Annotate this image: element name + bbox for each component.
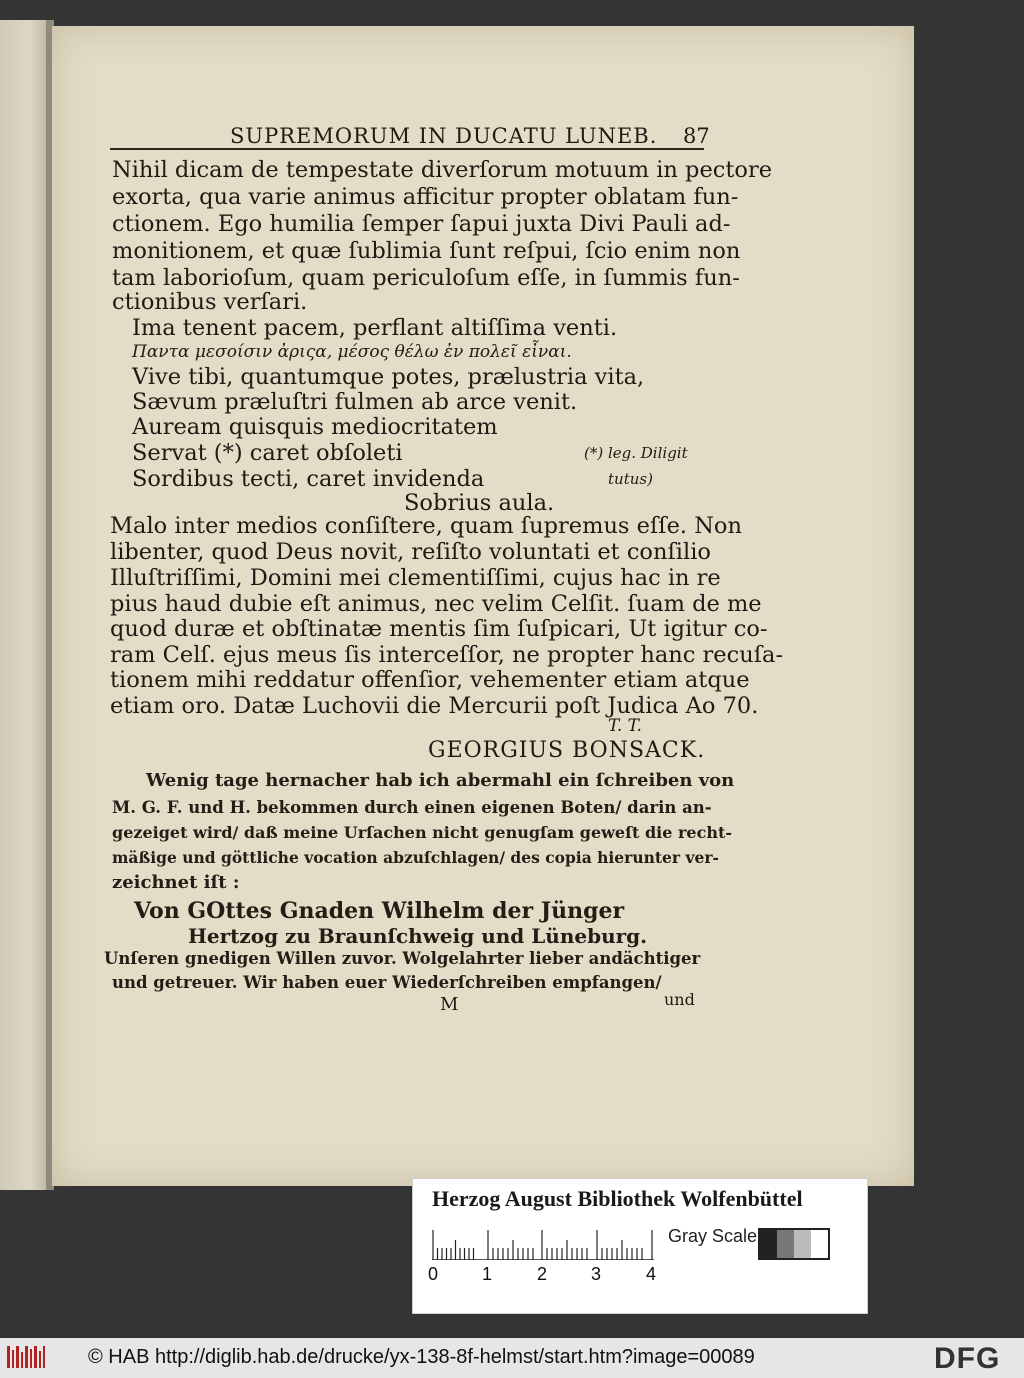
previous-page-edge [0, 20, 50, 1190]
text-line: quod duræ et obſtinatæ mentis ſim ſuſpicari, Ut igitur co- [110, 616, 768, 642]
swatch-light-gray [794, 1230, 811, 1258]
text-line: pius haud dubie eſt animus, nec velim Celſit. ſuam de me [110, 591, 762, 617]
verse-line: Servat (*) caret obſoleti [132, 440, 403, 466]
swatch-dark-gray [777, 1230, 794, 1258]
swatch-black [760, 1230, 777, 1258]
ruler-number: 3 [591, 1264, 602, 1284]
text-line: Illuſtriſſimi, Domini mei clementiſſimi, cujus hac in re [110, 565, 721, 591]
text-line: exorta, qua varie animus afficitur propter oblatam fun- [112, 184, 739, 210]
ruler-number: 4 [646, 1264, 657, 1284]
text-line: tionem mihi reddatur offenſior, vehementer etiam atque [110, 667, 750, 693]
tt-mark: T. T. [608, 716, 642, 736]
signature: GEORGIUS BONSACK. [428, 738, 706, 763]
verse-line: Sordibus tecti, caret invidenda [132, 466, 485, 492]
letter-title-line: Von GOttes Gnaden Wilhelm der Jünger [134, 898, 625, 924]
header-rule [110, 148, 704, 150]
footnote: (*) leg. Diligit [584, 444, 688, 462]
text-line: Unſeren gnedigen Willen zuvor. Wolgelahrter lieber andächtiger [104, 949, 701, 968]
text-line: gezeiget wird/ daß meine Urſachen nicht genugſam geweſt die recht- [112, 823, 732, 842]
swatch-white [811, 1230, 828, 1258]
verse-line: Auream quisquis mediocritatem [132, 414, 498, 440]
text-line: Nihil dicam de tempestate diverſorum motuum in pectore [112, 157, 773, 183]
verse-line: Sævum præluſtri fulmen ab arce venit. [132, 389, 578, 415]
dfg-logo: DFG [934, 1342, 1001, 1375]
text-line: und getreuer. Wir haben euer Wiederſchreiben empfangen/ [112, 973, 662, 992]
ruler-number: 1 [482, 1264, 493, 1284]
ruler-number: 2 [537, 1264, 548, 1284]
text-line: zeichnet iſt : [112, 872, 240, 893]
letter-title-line: Hertzog zu Braunſchweig und Lüneburg. [188, 924, 648, 948]
text-line: mäßige und göttliche vocation abzuſchlagen/ des copia hierunter ver- [112, 848, 719, 867]
running-header: SUPREMORUM IN DUCATU LUNEB. [230, 124, 658, 148]
text-line: Wenig tage hernacher hab ich abermahl ein ſchreiben von [146, 770, 735, 791]
text-line: Malo inter medios conſiſtere, quam ſupremus eſſe. Non [110, 513, 742, 539]
text-line: ctionibus verſari. [112, 289, 308, 315]
text-line: ram Celſ. ejus meus ſis interceſſor, ne propter hanc recuſa- [110, 642, 784, 668]
text-line: M. G. F. und H. bekommen durch einen eigenen Boten/ darin an- [112, 798, 712, 817]
ruler-number: 0 [428, 1264, 439, 1284]
scale-ruler [432, 1226, 654, 1260]
text-line: ctionem. Ego humilia ſemper ſapui juxta Divi Pauli ad- [112, 211, 731, 237]
hab-logo-icon [6, 1344, 46, 1370]
catchword: und [664, 990, 695, 1009]
verse-line: Ima tenent pacem, perflant altiſſima venti. [132, 315, 618, 341]
gray-scale-label: Gray Scale [668, 1226, 758, 1246]
text-line: etiam oro. Datæ Luchovii die Mercurii poſt Judica Ao 70. [110, 693, 759, 719]
greek-line: Παντα μεσοίσιν ἀριςα, μέσος θέλω ἐν πολεῖ εἶναι. [132, 342, 572, 362]
footnote: tutus) [608, 470, 653, 488]
permalink-text[interactable]: © HAB http://diglib.hab.de/drucke/yx-138-8f-helmst/start.htm?image=00089 [88, 1346, 755, 1368]
page-number: 87 [683, 124, 710, 148]
text-line: tam laborioſum, quam periculoſum eſſe, in ſummis fun- [112, 265, 740, 291]
text-line: libenter, quod Deus novit, reſiſto voluntati et conſilio [110, 539, 711, 565]
verse-line: Vive tibi, quantumque potes, prælustria vita, [132, 364, 645, 390]
library-name: Herzog August Bibliothek Wolfenbüttel [432, 1186, 803, 1211]
gray-scale-swatch [758, 1228, 830, 1260]
text-line: monitionem, et quæ ſublimia ſunt reſpui, ſcio enim non [112, 238, 741, 264]
signature-mark: M [440, 994, 459, 1015]
verse-line: Sobrius aula. [404, 490, 555, 516]
